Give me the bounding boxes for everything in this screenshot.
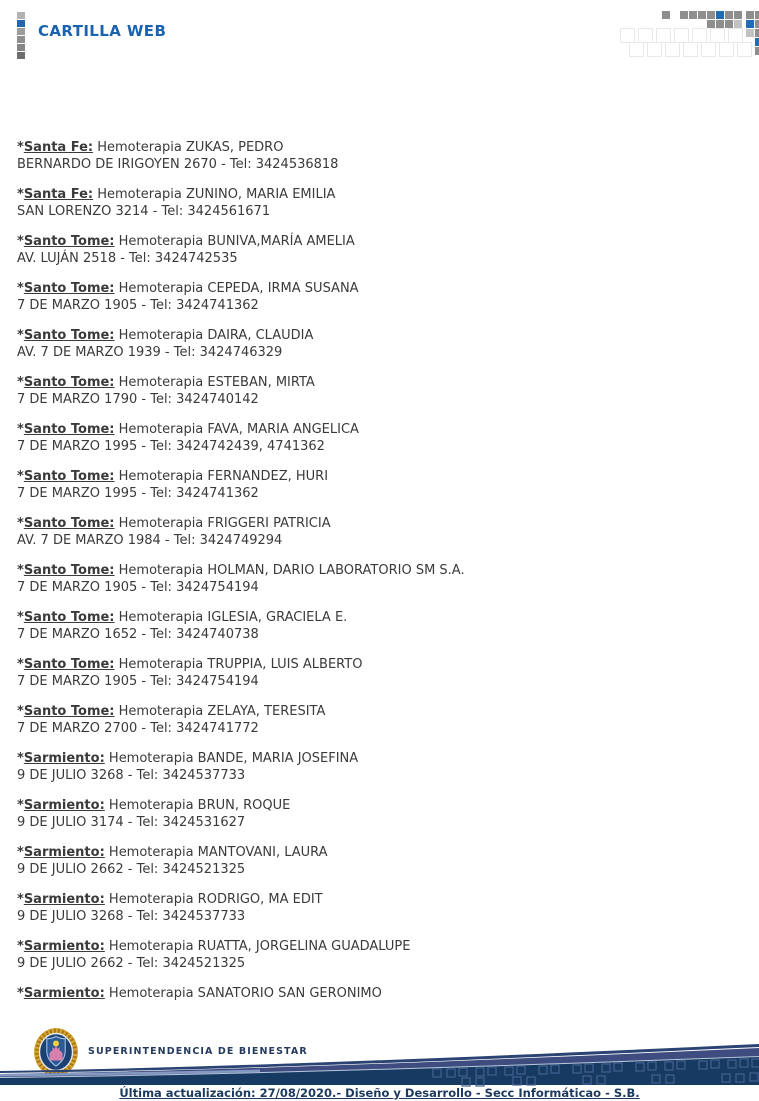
- entry-marker: *: [17, 657, 24, 672]
- entry-city: Santo Tome:: [23, 704, 115, 719]
- entry-marker: *: [17, 328, 24, 343]
- entry-city: Santo Tome:: [23, 657, 115, 672]
- provider-entry: [17, 938, 737, 972]
- last-update-text: Última actualización: 27/08/2020.- Diseño y Desarrollo - Secc Informáticao - S.B.: [119, 1086, 640, 1100]
- logo-square: [17, 20, 25, 27]
- provider-entry: [17, 656, 737, 690]
- entry-marker: *: [17, 939, 24, 954]
- entry-address: 7 DE MARZO 1652 - Tel: 3424740738: [17, 627, 259, 642]
- provider-entry: [17, 891, 737, 925]
- entry-marker: *: [17, 516, 24, 531]
- logo-square: [17, 12, 25, 19]
- mosaic-square: [707, 11, 715, 19]
- mosaic-outline-square: [638, 28, 653, 43]
- entry-service-and-name: Hemoterapia RUATTA, JORGELINA GUADALUPE: [104, 939, 411, 954]
- mosaic-outline-square: [710, 28, 725, 43]
- mosaic-square: [689, 11, 697, 19]
- entry-marker: *: [17, 892, 24, 907]
- mosaic-square: [755, 29, 759, 37]
- entry-address: 7 DE MARZO 1905 - Tel: 3424754194: [17, 580, 259, 595]
- entry-marker: *: [17, 234, 24, 249]
- entry-service-and-name: Hemoterapia ZELAYA, TERESITA: [114, 704, 326, 719]
- provider-entry: [17, 421, 737, 455]
- entry-service-and-name: Hemoterapia SANATORIO SAN GERONIMO: [104, 986, 382, 1001]
- entry-city: Sarmiento:: [23, 845, 105, 860]
- provider-entry: [17, 327, 737, 361]
- entry-marker: *: [17, 845, 24, 860]
- entry-service-and-name: Hemoterapia ESTEBAN, MIRTA: [114, 375, 315, 390]
- mosaic-outline-square: [701, 42, 716, 57]
- provider-entry: [17, 609, 737, 643]
- entry-city: Sarmiento:: [23, 986, 105, 1001]
- page-title: CARTILLA WEB: [38, 22, 167, 40]
- entry-city: Santo Tome:: [23, 375, 115, 390]
- entry-service-and-name: Hemoterapia ZUKAS, PEDRO: [93, 140, 284, 155]
- mosaic-square: [755, 47, 759, 55]
- entry-marker: *: [17, 281, 24, 296]
- entry-service-and-name: Hemoterapia CEPEDA, IRMA SUSANA: [114, 281, 359, 296]
- entry-marker: *: [17, 986, 24, 1001]
- entry-service-and-name: Hemoterapia FAVA, MARIA ANGELICA: [114, 422, 359, 437]
- entry-marker: *: [17, 375, 24, 390]
- entry-city: Santo Tome:: [23, 328, 115, 343]
- provider-entry: [17, 562, 737, 596]
- mosaic-square: [746, 20, 754, 28]
- mosaic-outline-square: [692, 28, 707, 43]
- mosaic-outline-square: [719, 42, 734, 57]
- provider-entry: [17, 703, 737, 737]
- entry-city: Sarmiento:: [23, 939, 105, 954]
- entry-marker: *: [17, 798, 24, 813]
- logo-square: [17, 28, 25, 35]
- mosaic-square: [734, 20, 742, 28]
- mosaic-square: [716, 11, 724, 19]
- entry-service-and-name: Hemoterapia IGLESIA, GRACIELA E.: [114, 610, 348, 625]
- entry-address: AV. 7 DE MARZO 1939 - Tel: 3424746329: [17, 345, 283, 360]
- mosaic-outline-square: [728, 28, 743, 43]
- entry-service-and-name: Hemoterapia FRIGGERI PATRICIA: [114, 516, 331, 531]
- footer-org-name: SUPERINTENDENCIA DE BIENESTAR: [88, 1046, 308, 1057]
- provider-entry: [17, 186, 737, 220]
- entry-marker: *: [17, 704, 24, 719]
- entry-address: 7 DE MARZO 1995 - Tel: 3424742439, 4741362: [17, 439, 325, 454]
- mosaic-square: [707, 20, 715, 28]
- mosaic-square: [734, 11, 742, 19]
- entry-marker: *: [17, 610, 24, 625]
- provider-entry: [17, 280, 737, 314]
- entry-service-and-name: Hemoterapia MANTOVANI, LAURA: [104, 845, 328, 860]
- mosaic-square: [755, 20, 759, 28]
- site-logo-squares-icon: [17, 12, 25, 60]
- mosaic-square: [725, 20, 733, 28]
- entry-city: Santa Fe:: [23, 140, 94, 155]
- entry-address: SAN LORENZO 3214 - Tel: 3424561671: [17, 204, 271, 219]
- entry-address: BERNARDO DE IRIGOYEN 2670 - Tel: 3424536818: [17, 157, 339, 172]
- entry-city: Santo Tome:: [23, 469, 115, 484]
- mosaic-outline-square: [683, 42, 698, 57]
- mosaic-outline-square: [665, 42, 680, 57]
- mosaic-outline-square: [629, 42, 644, 57]
- mosaic-outline-square: [737, 42, 752, 57]
- mosaic-square: [662, 11, 670, 19]
- entry-address: 7 DE MARZO 1905 - Tel: 3424754194: [17, 674, 259, 689]
- logo-square: [17, 52, 25, 59]
- provider-list: [17, 139, 737, 1015]
- entry-marker: *: [17, 187, 24, 202]
- entry-service-and-name: Hemoterapia TRUPPIA, LUIS ALBERTO: [114, 657, 363, 672]
- mosaic-outline-square: [674, 28, 689, 43]
- entry-city: Sarmiento:: [23, 892, 105, 907]
- entry-service-and-name: Hemoterapia ZUNINO, MARIA EMILIA: [93, 187, 336, 202]
- mosaic-square: [725, 11, 733, 19]
- entry-service-and-name: Hemoterapia BUNIVA,MARÍA AMELIA: [114, 234, 355, 249]
- provider-entry: [17, 515, 737, 549]
- mosaic-outline-square: [656, 28, 671, 43]
- entry-service-and-name: Hemoterapia BRUN, ROQUE: [104, 798, 291, 813]
- entry-marker: *: [17, 751, 24, 766]
- entry-service-and-name: Hemoterapia HOLMAN, DARIO LABORATORIO SM S.A.: [114, 563, 465, 578]
- entry-city: Santo Tome:: [23, 281, 115, 296]
- entry-marker: *: [17, 422, 24, 437]
- entry-address: AV. LUJÁN 2518 - Tel: 3424742535: [17, 251, 238, 266]
- entry-marker: *: [17, 563, 24, 578]
- entry-service-and-name: Hemoterapia RODRIGO, MA EDIT: [104, 892, 323, 907]
- mosaic-square: [746, 11, 754, 19]
- mosaic-outline-square: [647, 42, 662, 57]
- entry-address: 9 DE JULIO 2662 - Tel: 3424521325: [17, 862, 246, 877]
- logo-square: [17, 44, 25, 51]
- provider-entry: [17, 468, 737, 502]
- entry-city: Sarmiento:: [23, 751, 105, 766]
- provider-entry: [17, 844, 737, 878]
- mosaic-square: [698, 11, 706, 19]
- mosaic-outline-square: [620, 28, 635, 43]
- provider-entry: [17, 985, 737, 1002]
- entry-address: 7 DE MARZO 1905 - Tel: 3424741362: [17, 298, 259, 313]
- entry-service-and-name: Hemoterapia FERNANDEZ, HURI: [114, 469, 329, 484]
- provider-entry: [17, 139, 737, 173]
- entry-address: 7 DE MARZO 1995 - Tel: 3424741362: [17, 486, 259, 501]
- mosaic-square: [680, 11, 688, 19]
- mosaic-square: [746, 29, 754, 37]
- entry-address: 7 DE MARZO 2700 - Tel: 3424741772: [17, 721, 259, 736]
- logo-square: [17, 36, 25, 43]
- entry-address: 9 DE JULIO 3268 - Tel: 3424537733: [17, 768, 246, 783]
- entry-marker: *: [17, 140, 24, 155]
- entry-service-and-name: Hemoterapia BANDE, MARIA JOSEFINA: [104, 751, 359, 766]
- provider-entry: [17, 750, 737, 784]
- provider-entry: [17, 233, 737, 267]
- provider-entry: [17, 797, 737, 831]
- entry-city: Santa Fe:: [23, 187, 94, 202]
- mosaic-square: [716, 20, 724, 28]
- entry-marker: *: [17, 469, 24, 484]
- entry-address: 7 DE MARZO 1790 - Tel: 3424740142: [17, 392, 259, 407]
- entry-city: Santo Tome:: [23, 422, 115, 437]
- entry-address: AV. 7 DE MARZO 1984 - Tel: 3424749294: [17, 533, 283, 548]
- entry-address: 9 DE JULIO 3268 - Tel: 3424537733: [17, 909, 246, 924]
- entry-city: Santo Tome:: [23, 610, 115, 625]
- entry-city: Santo Tome:: [23, 563, 115, 578]
- entry-city: Santo Tome:: [23, 234, 115, 249]
- entry-city: Sarmiento:: [23, 798, 105, 813]
- entry-address: 9 DE JULIO 3174 - Tel: 3424531627: [17, 815, 246, 830]
- entry-service-and-name: Hemoterapia DAIRA, CLAUDIA: [114, 328, 314, 343]
- mosaic-square: [755, 11, 759, 19]
- entry-address: 9 DE JULIO 2662 - Tel: 3424521325: [17, 956, 246, 971]
- mosaic-square: [755, 38, 759, 46]
- provider-entry: [17, 374, 737, 408]
- entry-city: Santo Tome:: [23, 516, 115, 531]
